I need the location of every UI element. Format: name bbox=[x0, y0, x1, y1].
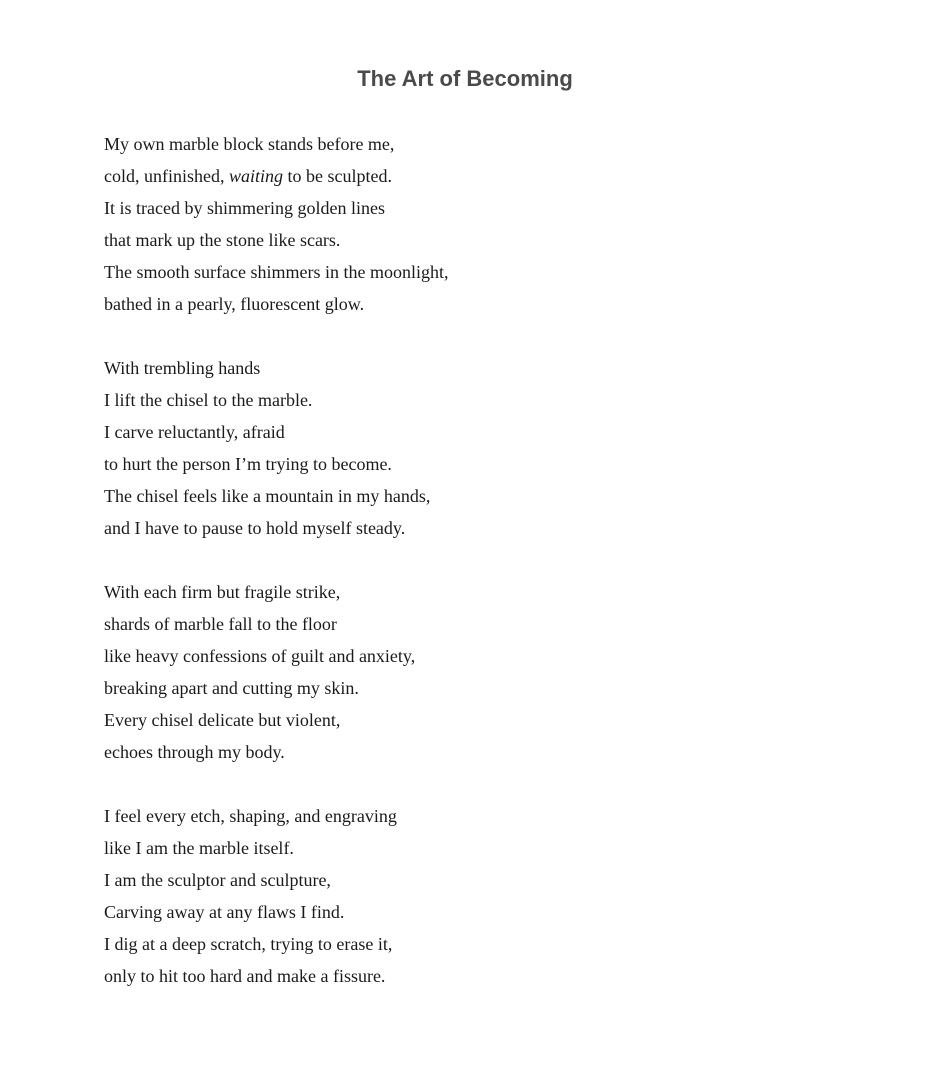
poem-line: With each firm but fragile strike, bbox=[104, 582, 341, 602]
poem-line: Carving away at any flaws I find. bbox=[104, 902, 345, 922]
poem-line: I lift the chisel to the marble. bbox=[104, 390, 313, 410]
poem-line: echoes through my body. bbox=[104, 742, 285, 762]
poem-body bbox=[104, 128, 864, 1024]
poem-line: The smooth surface shimmers in the moonlight, bbox=[104, 262, 449, 282]
stanza-2 bbox=[104, 352, 864, 544]
stanza-4 bbox=[104, 800, 864, 992]
poem-line: like heavy confessions of guilt and anxiety, bbox=[104, 646, 416, 666]
line-text: to be sculpted. bbox=[283, 166, 392, 186]
poem-line: only to hit too hard and make a fissure. bbox=[104, 966, 386, 986]
poem-line: It is traced by shimmering golden lines bbox=[104, 198, 385, 218]
stanza-1 bbox=[104, 128, 864, 320]
poem-line: I am the sculptor and sculpture, bbox=[104, 870, 331, 890]
poem-line: With trembling hands bbox=[104, 358, 261, 378]
poem-line bbox=[104, 160, 864, 192]
poem-line: shards of marble fall to the floor bbox=[104, 614, 337, 634]
poem-title: The Art of Becoming bbox=[357, 66, 573, 91]
poem-line: I feel every etch, shaping, and engraving bbox=[104, 806, 397, 826]
poem-line: bathed in a pearly, fluorescent glow. bbox=[104, 294, 365, 314]
poem-line: and I have to pause to hold myself steady. bbox=[104, 518, 406, 538]
line-text: cold, unfinished, bbox=[104, 166, 229, 186]
poem-line: breaking apart and cutting my skin. bbox=[104, 678, 359, 698]
poem-line: I dig at a deep scratch, trying to erase it, bbox=[104, 934, 393, 954]
poem-line: My own marble block stands before me, bbox=[104, 134, 395, 154]
poem-line: that mark up the stone like scars. bbox=[104, 230, 341, 250]
poem-line: to hurt the person I’m trying to become. bbox=[104, 454, 392, 474]
stanza-3 bbox=[104, 576, 864, 768]
poem-line: Every chisel delicate but violent, bbox=[104, 710, 341, 730]
emphasized-word: waiting bbox=[228, 166, 283, 186]
poem-line: The chisel feels like a mountain in my hands, bbox=[104, 486, 431, 506]
poem-line: I carve reluctantly, afraid bbox=[104, 422, 285, 442]
poem-line: like I am the marble itself. bbox=[104, 838, 294, 858]
